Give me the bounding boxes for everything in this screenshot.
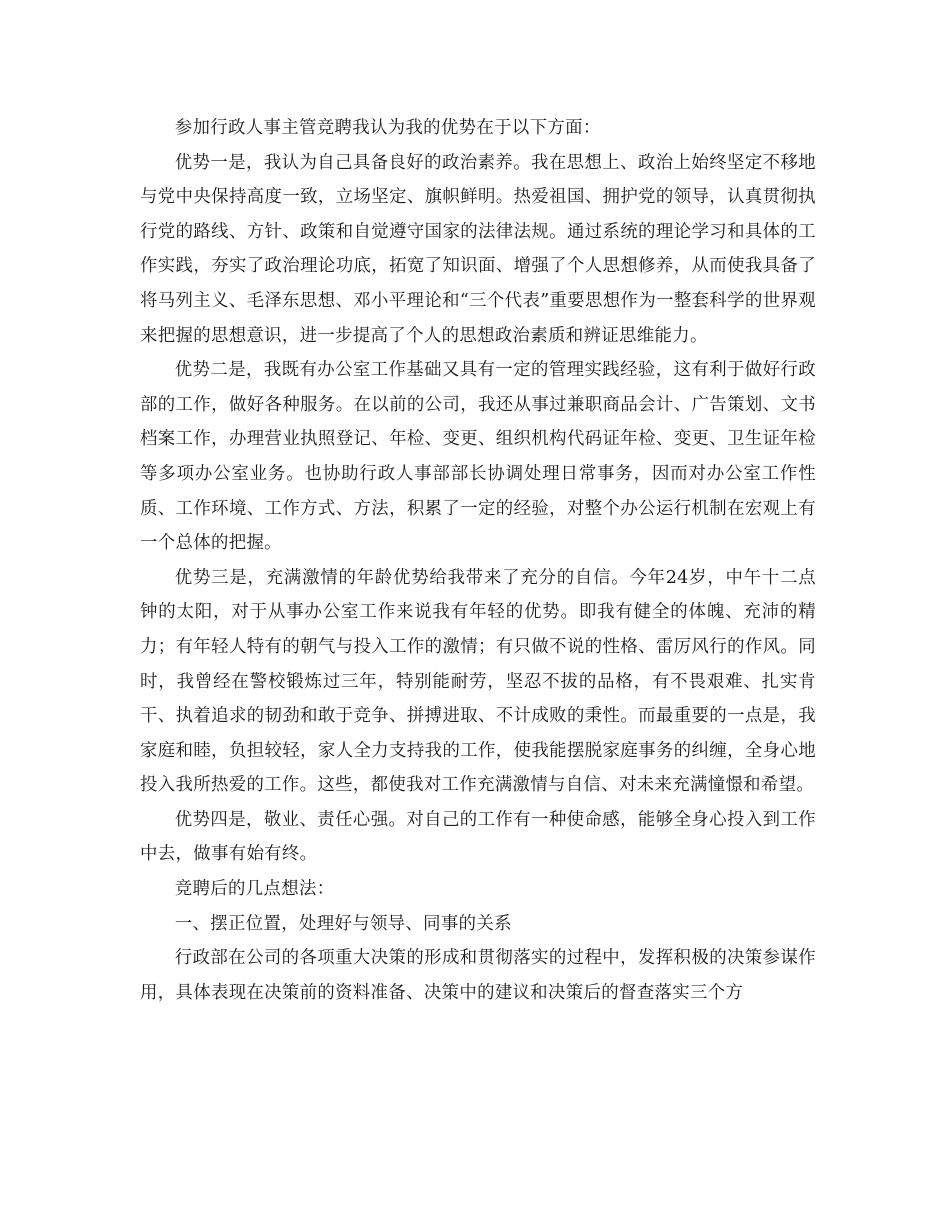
- paragraph-advantage-one: 优势一是，我认为自己具备良好的政治素养。我在思想上、政治上始终坚定不移地与党中央保持高度一致，立场坚定、旗帜鲜明。热爱祖国、拥护党的领导，认真贯彻执行党的路线、方针、政策和自觉遵守国家的法律法规。通过系统的理论学习和具体的工作实践，夯实了政治理论功底，拓宽了知识面、增强了个人思想修养，从而使我具备了将马列主义、毛泽东思想、邓小平理论和“三个代表”重要思想作为一整套科学的世界观来把握的思想意识，进一步提高了个人的思想政治素质和辨证思维能力。: [140, 152, 816, 346]
- document-body: [140, 111, 816, 1010]
- paragraph-section-one-body: 行政部在公司的各项重大决策的形成和贯彻落实的过程中，发挥积极的决策参谋作用，具体表现在决策前的资料准备、决策中的建议和决策后的督查落实三个方: [140, 948, 816, 1003]
- paragraph-section-one-heading: 一、摆正位置，处理好与领导、同事的关系: [174, 913, 512, 934]
- paragraph-thoughts-heading: 竞聘后的几点想法：: [174, 879, 335, 900]
- paragraph-intro: 参加行政人事主管竞聘我认为我的优势在于以下方面：: [174, 118, 601, 138]
- paragraph-advantage-two: 优势二是，我既有办公室工作基础又具有一定的管理实践经验，这有利于做好行政部的工作，做好各种服务。在以前的公司，我还从事过兼职商品会计、广告策划、文书档案工作，办理营业执照登记、年检、变更、组织机构代码证年检、变更、卫生证年检等多项办公室业务。也协助行政人事部部长协调处理日常事务，因而对办公室工作性质、工作环境、工作方式、方法，积累了一定的经验，对整个办公运行机制在宏观上有一个总体的把握。: [140, 360, 816, 554]
- paragraph-advantage-three: 优势三是，充满激情的年龄优势给我带来了充分的自信。今年24岁，中午十二点钟的太阳，对于从事办公室工作来说我有年轻的优势。即我有健全的体魄、充沛的精力；有年轻人特有的朝气与投入工作的激情；有只做不说的性格、雷厉风行的作风。同时，我曾经在警校锻炼过三年，特别能耐劳，坚忍不拔的品格，有不畏艰难、扎实肯干、执着追求的韧劲和敢于竞争、拼搏进取、不计成败的秉性。而最重要的一点是，我家庭和睦，负担较轻，家人全力支持我的工作，使我能摆脱家庭事务的纠缠，全身心地投入我所热爱的工作。这些，都使我对工作充满激情与自信、对未来充满憧憬和希望。: [140, 567, 816, 796]
- paragraph-advantage-four: 优势四是，敬业、责任心强。对自己的工作有一种使命感，能够全身心投入到工作中去，做事有始有终。: [140, 809, 816, 865]
